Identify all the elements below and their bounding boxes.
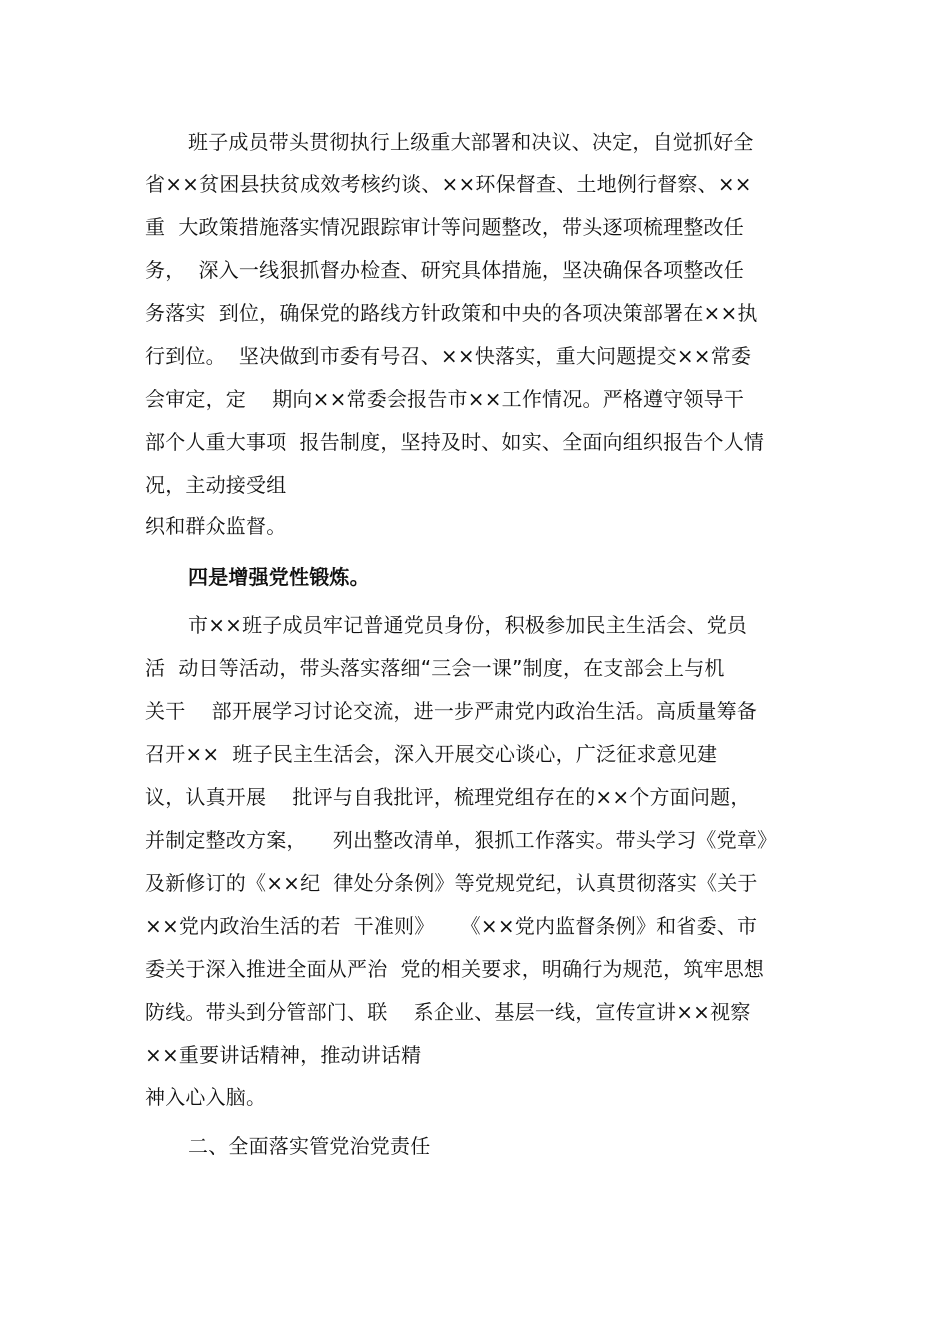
paragraph-line: 防线。带头到分管部门、联 系企业、基层一线，宣传宣讲××视察 [145, 1000, 751, 1024]
paragraph-line: 织和群众监督。 [145, 514, 287, 538]
paragraph-line: 班子成员带头贯彻执行上级重大部署和决议、决定，自觉抓好全 [188, 130, 754, 154]
section-heading: 二、全面落实管党治党责任 [188, 1134, 431, 1158]
paragraph-line: 及新修订的《××纪 律处分条例》等党规党纪，认真贯彻落实《关于 [145, 871, 758, 895]
paragraph-line: 务落实 到位，确保党的路线方针政策和中央的各项决策部署在××执 [145, 301, 758, 325]
paragraph-line: 委关于深入推进全面从严治 党的相关要求，明确行为规范，筑牢思想 [145, 957, 765, 981]
paragraph-line: 部个人重大事项 报告制度，坚持及时、如实、全面向组织报告个人情 [145, 430, 765, 454]
paragraph-line: 市××班子成员牢记普通党员身份，积极参加民主生活会、党员 [188, 613, 748, 637]
section-heading: 四是增强党性锻炼。 [188, 565, 370, 589]
paragraph-line: 并制定整改方案， 列出整改清单，狠抓工作落实。带头学习《党章》 [145, 828, 778, 852]
paragraph-line: 召开×× 班子民主生活会，深入开展交心谈心，广泛征求意见建 [145, 742, 718, 766]
paragraph-line: 重 大政策措施落实情况跟踪审计等问题整改，带头逐项梳理整改任 [145, 215, 744, 239]
paragraph-line: 神入心入脑。 [145, 1085, 267, 1109]
paragraph-line: 省××贫困县扶贫成效考核约谈、××环保督查、土地例行督察、×× [145, 172, 752, 196]
paragraph-line: 况，主动接受组 [145, 473, 287, 497]
paragraph-line: ××党内政治生活的若 干准则》 《××党内监督条例》和省委、市 [145, 914, 758, 938]
paragraph-line: 务， 深入一线狠抓督办检查、研究具体措施，坚决确保各项整改任 [145, 258, 744, 282]
paragraph-line: 关干 部开展学习讨论交流，进一步严肃党内政治生活。高质量筹备 [145, 699, 758, 723]
paragraph-line: ××重要讲话精神，推动讲话精 [145, 1043, 422, 1067]
paragraph-line: 行到位。 坚决做到市委有号召、××快落实，重大问题提交××常委 [145, 344, 752, 368]
paragraph-line: 会审定，定 期向××常委会报告市××工作情况。严格遵守领导干 [145, 387, 745, 411]
paragraph-line: 活 动日等活动，带头落实落细“三会一课”制度，在支部会上与机 [145, 656, 725, 680]
paragraph-line: 议，认真开展 批评与自我批评，梳理党组存在的××个方面问题， [145, 785, 751, 809]
